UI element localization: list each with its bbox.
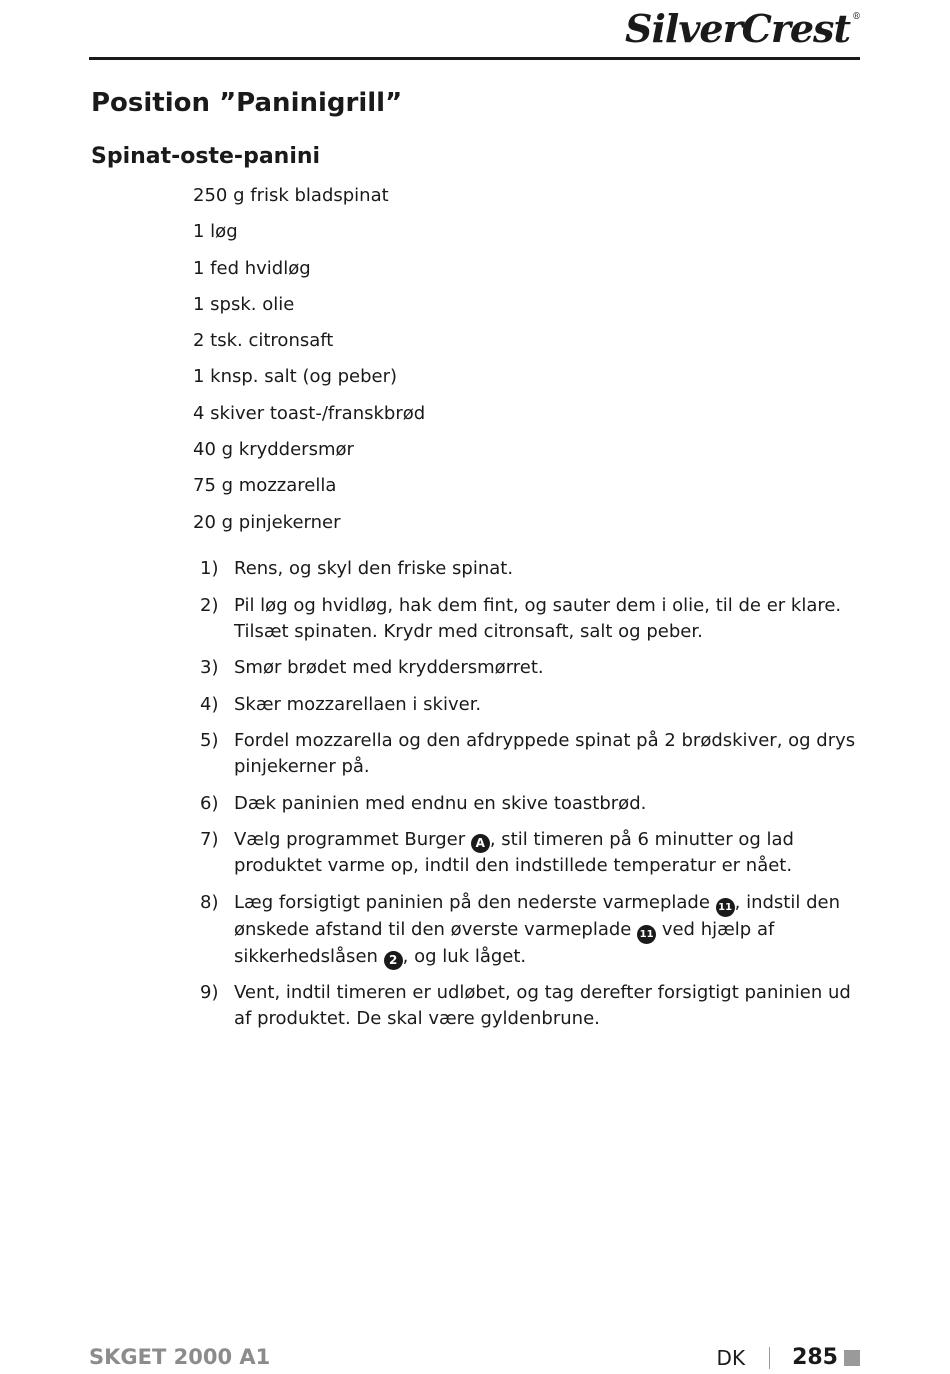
square-marker-icon [844, 1350, 860, 1366]
step-number: 6) [200, 792, 219, 814]
step-number: 3) [200, 657, 219, 678]
model-number: SKGET 2000 A1 [89, 1345, 271, 1369]
instruction-step [200, 827, 862, 879]
part-ref-icon: 11 [716, 898, 735, 917]
step-text: Skær mozzarellaen i skiver. [234, 693, 482, 715]
step-number: 5) [200, 730, 219, 751]
step-number: 1) [200, 558, 219, 579]
step-text: Smør brødet med kryddersmørret. [234, 657, 544, 678]
page-number: 285 [792, 1345, 838, 1370]
ingredient-item: 250 g frisk bladspinat [193, 185, 389, 206]
step-text: Fordel mozzarella og den afdryppede spinat på 2 brødskiver, og drys pinjekerner på. [234, 730, 856, 777]
instruction-step [200, 593, 862, 645]
part-ref-icon: 2 [384, 951, 403, 970]
step-text: Vælg programmet Burger A , stil timeren på 6 minutter og lad produktet varme op, indtil den indstillede temperatur er nået. [234, 829, 794, 876]
page-footer [717, 1345, 860, 1370]
step-text: Rens, og skyl den friske spinat. [234, 558, 514, 579]
step-number: 9) [200, 982, 219, 1003]
ingredient-item: 1 spsk. olie [193, 293, 295, 315]
ingredient-item: 1 fed hvidløg [193, 257, 311, 279]
step-text: Læg forsigtigt paninien på den nederste varmeplade 11 , indstil den ønskede afstand til den øverste varmeplade 11 ved hjælp af sikkerhedslåsen 2 , og luk låget. [234, 890, 862, 970]
language-code: DK [716, 1345, 746, 1370]
instruction-step [200, 791, 862, 817]
instruction-step [200, 890, 862, 970]
ingredient-item: 1 knsp. salt (og peber) [193, 366, 398, 388]
ingredient-item: 75 g mozzarella [193, 475, 337, 497]
instruction-step [200, 556, 862, 582]
part-ref-icon: A [471, 834, 490, 853]
ingredient-item: 40 g kryddersmør [193, 439, 354, 461]
instruction-step [200, 980, 862, 1032]
ingredient-item: 20 g pinjekerner [193, 511, 341, 533]
step-number: 4) [200, 693, 219, 715]
ingredient-item: 2 tsk. citronsaft [193, 330, 334, 352]
silvercrest-logo: SilverCrest ® [625, 6, 860, 51]
header-rule [89, 57, 860, 60]
step-text: Pil løg og hvidløg, hak dem fint, og sauter dem i olie, til de er klare. Tilsæt spinaten. Krydr med citronsaft, salt og peber. [234, 594, 842, 642]
instruction-step [200, 692, 862, 718]
step-text: Dæk paninien med endnu en skive toastbrød. [234, 792, 647, 814]
step-number: 7) [200, 829, 219, 850]
part-ref-icon: 11 [637, 925, 656, 944]
instruction-step [200, 655, 862, 681]
step-number: 8) [200, 891, 219, 913]
page-title: Position ”Paninigrill” [91, 88, 403, 118]
step-text: Vent, indtil timeren er udløbet, og tag derefter forsigtigt paninien ud af produktet. De skal være gyldenbrune. [234, 982, 851, 1029]
ingredient-item: 4 skiver toast-/franskbrød [193, 402, 426, 424]
recipe-title: Spinat-oste-panini [91, 144, 321, 169]
ingredient-item: 1 løg [193, 221, 238, 243]
instruction-list [200, 556, 862, 1043]
ingredient-list [193, 182, 425, 545]
step-number: 2) [200, 594, 219, 616]
footer-divider [769, 1347, 770, 1369]
instruction-step [200, 728, 862, 780]
